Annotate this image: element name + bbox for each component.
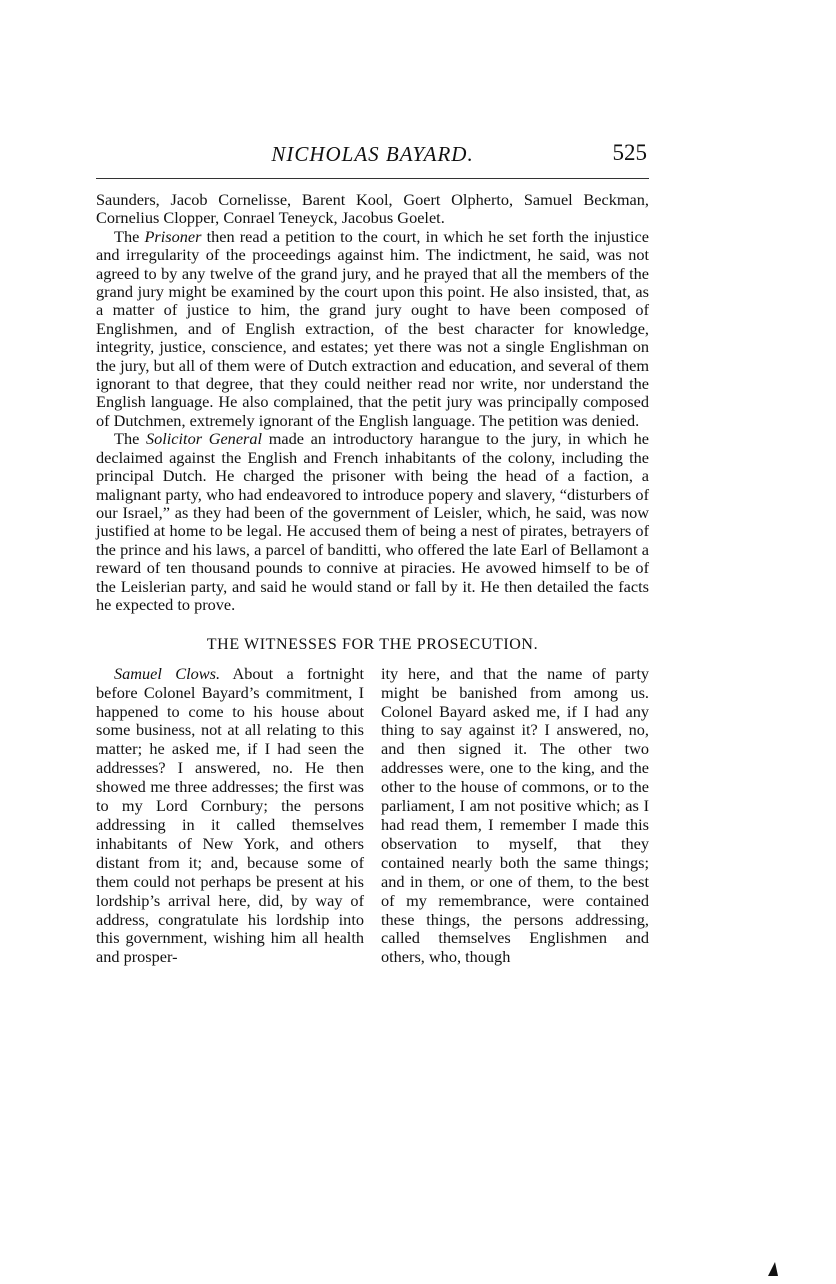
running-header bbox=[96, 138, 649, 179]
left-column bbox=[96, 665, 364, 968]
paragraph-solicitor-general bbox=[96, 430, 649, 614]
italic-term: Prisoner bbox=[144, 226, 202, 246]
paragraph-text: Saunders, Jacob Cornelisse, Barent Kool, Goert Olpherto, Samuel Beckman, Cornelius Clopper, Conrael Teneyck, Jacobus Goelet. bbox=[96, 190, 649, 228]
paragraph-text: then read a petition to the court, in which he set forth the injustice and irregularity of the proceedings against him. The indictment, he said, was not agreed to by any twelve of the grand jury, and he prayed that all the members of the grand jury might be examined by the court upon this point. He also insisted, that, as a matter of justice to him, the grand jury ought to have been composed of Englishmen, and of English extraction, of the best character for knowledge, integrity, justice, conscience, and estates; yet there was not a single Englishman on the jury, but all of them were of Dutch extraction and education, and several of them ignorant to that degree, that they could neither read nor write, nor understand the English language. He also complained, that the petit jury was principally composed of Dutchmen, extremely ignorant of the English language. The petition was denied. bbox=[96, 226, 649, 430]
page-number: 525 bbox=[612, 140, 647, 165]
testimony-continuation: ity here, and that the name of party might be banished from among us. Colonel Bayard asked me, if I had any thing to say against it? I answered, no, and then signed it. The other two addresses were, one to the king, and the other to the house of commons, or to the parliament, I am not positive which; as I had read them, I remember I made this observation to myself, that they contained nearly both the same things; and in them, or one of them, to the best of my remembrance, were contained these things, the persons addressing, called themselves Englishmen and others, who, though bbox=[381, 663, 649, 967]
book-page bbox=[96, 138, 649, 967]
section-heading: THE WITNESSES FOR THE PROSECUTION. bbox=[206, 636, 539, 654]
paragraph-text: The bbox=[114, 429, 146, 449]
page-corner-mark bbox=[768, 1262, 778, 1276]
right-column bbox=[381, 665, 649, 968]
paragraph-text: made an introductory harangue to the jury, in which he declaimed against the English and French inhabitants of the colony, including the principal Dutch. He charged the prisoner with being the head of a faction, a malignant party, who had endeavored to introduce popery and slavery, “disturbers of our Israel,” as they had been of the government of Leisler, which, he said, was now justified at home to be legal. He accused them of being a nest of pirates, betrayers of the prince and his laws, a parcel of banditti, who offered the late Earl of Bellamont a reward of ten thousand pounds to connive at piracies. He avowed himself to be of the Leislerian party, and said he would stand or fall by it. He then detailed the facts he expected to prove. bbox=[96, 429, 649, 614]
witness-testimony bbox=[96, 665, 364, 968]
witness-name: Samuel Clows. bbox=[114, 663, 221, 683]
running-title: NICHOLAS BAYARD. bbox=[271, 142, 474, 166]
testimony-text: About a fortnight before Colonel Bayard’s commitment, I happened to come to his house about some business, not at all relating to this matter; he asked me, if I had seen the addresses? I answered, no. He then showed me three addresses; the first was to my Lord Cornbury; the persons addressing in it called themselves inhabitants of New York, and others distant from it; and, because some of them could not perhaps be present at his lordship’s arrival here, did, by way of address, congratulate his lordship into this government, wishing him all health and prosper- bbox=[96, 663, 365, 967]
italic-term: Solicitor General bbox=[145, 429, 263, 449]
paragraph-continuation bbox=[96, 191, 649, 228]
body-text bbox=[96, 191, 649, 967]
paragraph-prisoner-petition bbox=[96, 228, 649, 430]
two-column-text bbox=[96, 665, 649, 968]
paragraph-text: The bbox=[114, 226, 145, 246]
